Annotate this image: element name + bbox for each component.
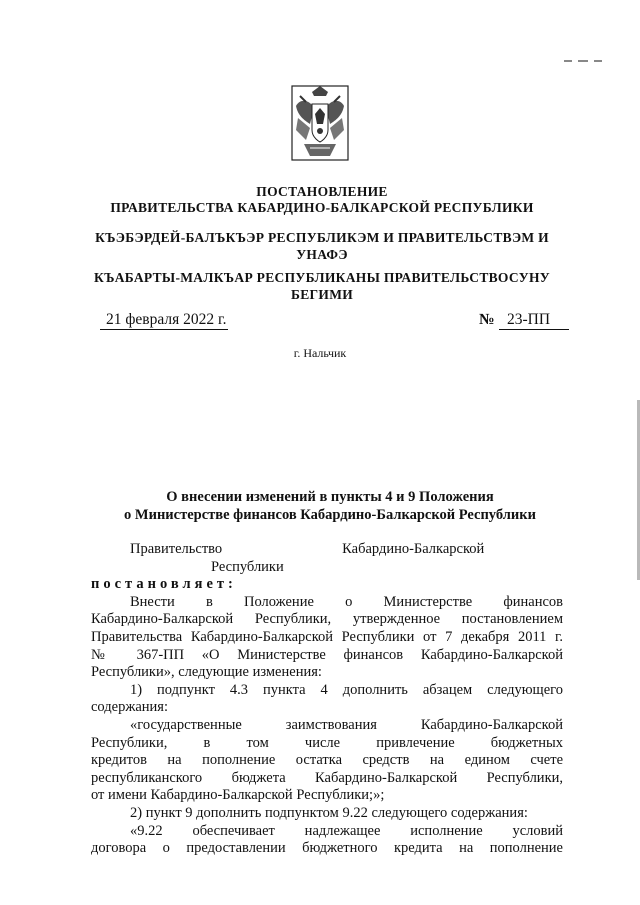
body-line: кредитов на пополнение остатка средств на едином счете [91,752,563,769]
body-line: Правительство Кабардино-БалкарскойРеспублики [130,541,485,575]
balkar-title: КЪАБАРТЫ-МАЛКЪАР РЕСПУБЛИКАНЫ ПРАВИТЕЛЬСТВОСУНУ БЕГИМИ [94,270,550,302]
decree-date: 21 февраля 2022 г. [100,311,228,330]
body-line: «9.22 обеспечивает надлежащее исполнение условий [130,822,563,839]
decree-number: 23-ПП [499,311,569,330]
scan-artifact-marks [564,60,614,63]
body-line: содержания: [91,699,169,716]
body-line: Правительства Кабардино-Балкарской Республики от 7 декабря 2011 г. [91,628,563,645]
government-title: ПРАВИТЕЛЬСТВА КАБАРДИНО-БАЛКАРСКОЙ РЕСПУБЛИКИ [110,200,534,215]
body-line: республиканского бюджета Кабардино-Балкарской Республики, [91,769,563,786]
body-line: Республики», следующие изменения: [91,664,322,681]
body-line: от имени Кабардино-Балкарской Республики;»; [91,787,385,804]
kabardian-title: КЪЭБЭРДЕЙ-БАЛЪКЪЭР РЕСПУБЛИКЭМ И ПРАВИТЕЛЬСТВЭМ И УНАФЭ [95,230,549,262]
body-line: Кабардино-Балкарской Республики, утвержденное постановлением [91,611,563,628]
body-line: договора о предоставлении бюджетного кредита на пополнение [91,840,563,857]
body-line: 1) подпункт 4.3 пункта 4 дополнить абзацем следующего [130,681,563,698]
number-sign: № [479,311,495,328]
body-line: 2) пункт 9 дополнить подпунктом 9.22 следующего содержания: [130,804,528,821]
body-line: «государственные заимствования Кабардино-Балкарской [130,716,563,733]
decree-title: ПОСТАНОВЛЕНИЕ [256,184,388,199]
body-line: Внести в Положение о Министерстве финансов [130,593,563,610]
body-line: Республики, в том числе привлечение бюджетных [91,734,563,751]
coat-of-arms-emblem [290,84,350,164]
decree-body [91,541,563,858]
body-line [91,576,563,594]
resolves-word: постановляет: [91,576,237,593]
body-line: № 367-ПП «О Министерстве финансов Кабардино-Балкарской [91,646,563,663]
subject-line-1: О внесении изменений в пункты 4 и 9 Положения [166,489,494,505]
subject-line-2: о Министерстве финансов Кабардино-Балкарской Республики [124,507,536,523]
city-label: г. Нальчик [293,346,347,360]
